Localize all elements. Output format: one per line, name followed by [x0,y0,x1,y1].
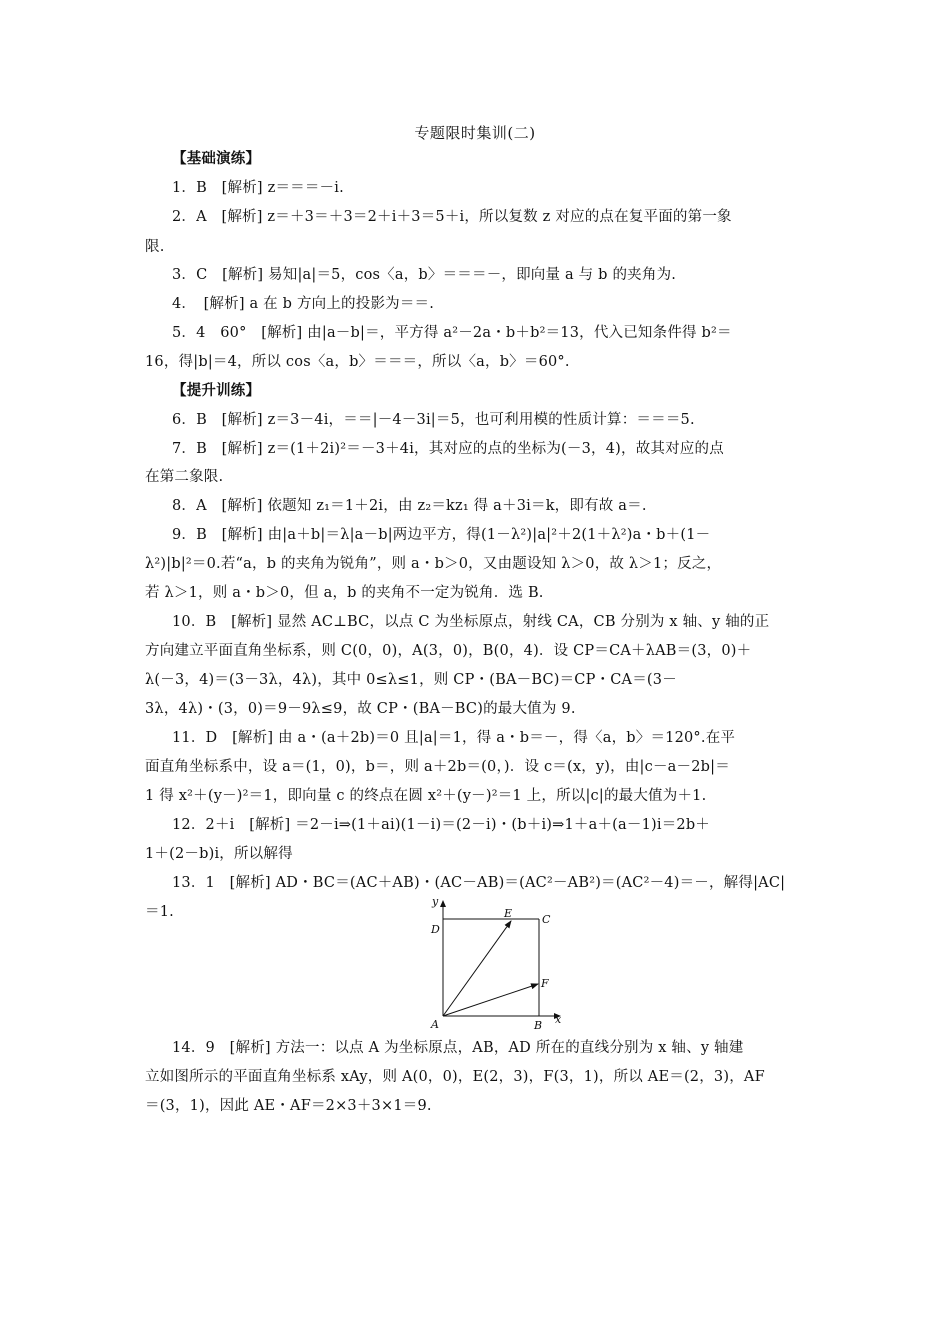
answer-line: 方向建立平面直角坐标系，则 C(0，0)，A(3，0)，B(0，4)．设 CP＝CA＋λAB＝(3，0)＋ [145,643,752,659]
answer-line: 9．B [解析] 由|a＋b|＝λ|a－b|两边平方，得(1－λ²)|a|²＋2(1＋λ²)a・b＋(1－ [172,527,711,543]
answer-line: ＝1. [145,904,174,920]
vector-ae [443,921,511,1016]
answer-line: 1．B [解析] z＝＝＝－i. [172,180,344,196]
answer-line: 若 λ＞1，则 a・b＞0，但 a，b 的夹角不一定为锐角．选 B. [145,585,544,601]
answer-line: ＝(3，1)，因此 AE・AF＝2×3＋3×1＝9. [145,1098,432,1114]
coordinate-figure [418,893,568,1033]
answer-line: 限. [145,239,165,255]
answer-line: 16，得|b|＝4，所以 cos〈a，b〉＝＝＝，所以〈a，b〉＝60°. [145,354,570,370]
page-title: 专题限时集训(二) [414,124,536,142]
point-c-label: C [542,913,551,926]
answer-line: 5．4 60° [解析] 由|a－b|＝，平方得 a²－2a・b＋b²＝13，代入已知条件得 b²＝ [172,325,732,341]
answer-line: 4． [解析] a 在 b 方向上的投影为＝＝. [172,296,435,312]
answer-line: 12．2＋i [解析] ＝2－i⇒(1＋ai)(1－i)＝(2－i)・(b＋i)⇒1＋a＋(a－1)i＝2b＋ [172,817,711,833]
point-f-label: F [541,977,549,990]
answer-line: 2．A [解析] z＝＋3＝＋3＝2＋i＋3＝5＋i，所以复数 z 对应的点在复平面的第一象 [172,209,732,225]
answer-line: 立如图所示的平面直角坐标系 xAy，则 A(0，0)，E(2，3)，F(3，1)，所以 AE＝(2，3)，AF [145,1069,765,1085]
figure-svg [418,893,568,1033]
x-axis-label: x [555,1013,562,1026]
section-heading-basic: 【基础演练】 [172,150,261,167]
answer-line: 3．C [解析] 易知|a|＝5，cos〈a，b〉＝＝＝－，即向量 a 与 b 的夹角为. [172,267,677,283]
point-b-label: B [534,1019,543,1032]
answer-line: 10．B [解析] 显然 AC⊥BC，以点 C 为坐标原点，射线 CA，CB 分别为 x 轴、y 轴的正 [172,614,770,630]
point-d-label: D [431,923,440,936]
answer-line: 8．A [解析] 依题知 z₁＝1＋2i，由 z₂＝kz₁ 得 a＋3i＝k，即有故 a＝. [172,498,647,514]
answer-line: 7．B [解析] z＝(1＋2i)²＝－3＋4i，其对应的点的坐标为(－3，4)，故其对应的点 [172,441,724,457]
answer-line: λ²)|b|²＝0.若“a，b 的夹角为锐角”，则 a・b＞0，又由题设知 λ＞0，故 λ＞1；反之， [145,556,722,572]
answer-line: 14．9 [解析] 方法一：以点 A 为坐标原点，AB，AD 所在的直线分别为 x 轴、y 轴建 [172,1040,744,1056]
point-a-label: A [431,1018,439,1031]
answer-line: 1 得 x²＋(y－)²＝1，即向量 c 的终点在圆 x²＋(y－)²＝1 上，所以|c|的最大值为＋1. [145,788,707,804]
section-heading-advanced: 【提升训练】 [172,382,261,399]
answer-line: 6．B [解析] z＝3－4i，＝＝|－4－3i|＝5，也可利用模的性质计算：＝＝＝5. [172,412,695,428]
vector-af [443,984,538,1016]
answer-line: 3λ，4λ)・(3，0)＝9－9λ≤9，故 CP・(BA－BC)的最大值为 9. [145,701,576,717]
answer-line: λ(－3，4)＝(3－3λ，4λ)，其中 0≤λ≤1，则 CP・(BA－BC)＝CP・CA＝(3－ [145,672,677,688]
answer-line: 在第二象限. [145,469,224,485]
answer-line: 面直角坐标系中，设 a＝(1，0)，b＝，则 a＋2b＝(0，)．设 c＝(x，y)，由|c－a－2b|＝ [145,759,730,775]
answer-line: 11．D [解析] 由 a・(a＋2b)＝0 且|a|＝1，得 a・b＝－，得〈a，b〉＝120°.在平 [172,730,736,746]
answer-line: 1＋(2－b)i，所以解得 [145,846,293,862]
point-e-label: E [504,907,513,920]
answer-line: 13．1 [解析] AD・BC＝(AC＋AB)・(AC－AB)＝(AC²－AB²)＝(AC²－4)＝－，解得|AC| [172,875,786,891]
y-axis-label: y [432,895,439,908]
